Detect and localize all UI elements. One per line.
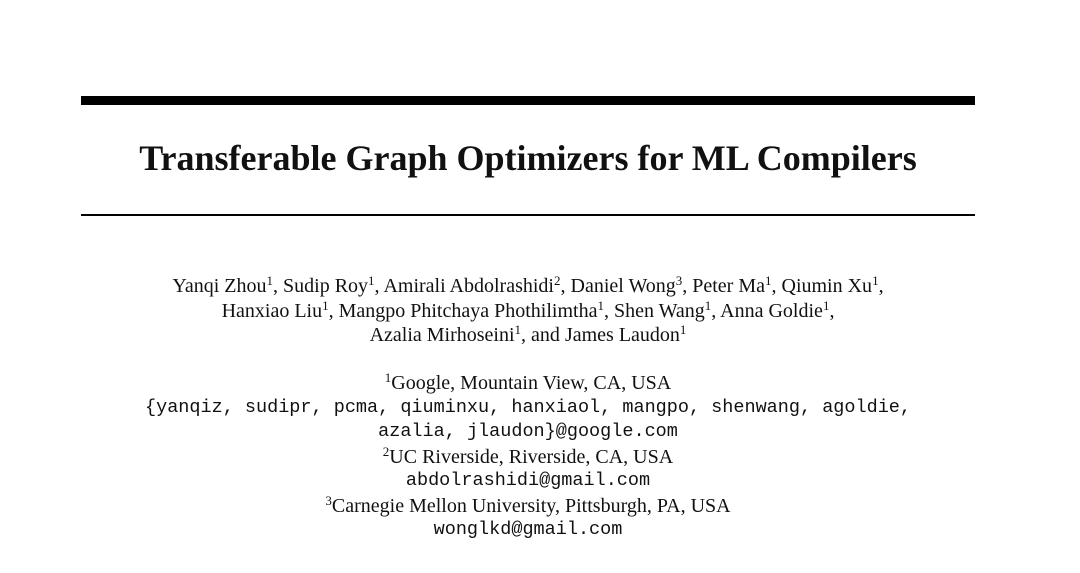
affiliation-email: wonglkd@gmail.com [433,519,623,540]
author-name: Amirali Abdolrashidi [383,275,554,297]
affiliation-number: 3 [325,492,332,508]
author-name: James Laudon [564,324,680,346]
author-affiliation-mark: 1 [322,297,329,313]
author-affiliation-mark: 1 [822,297,830,313]
affiliation-name: Carnegie Mellon University, Pittsburgh, PA, USA [331,494,731,517]
author-list [81,274,975,348]
author-name: Hanxiao Liu [221,299,323,322]
author-name: Sudip Roy [283,275,369,297]
author-name: Peter Ma [692,275,765,297]
author-name: Qiumin Xu [781,275,873,297]
affiliation-email: azalia, jlaudon}@google.com [378,421,678,442]
author-affiliation-mark: 1 [514,322,522,337]
author-name: Mangpo Phitchaya Phothilimtha [338,299,598,322]
author-name: Azalia Mirhoseini [369,324,515,346]
affiliation-number: 2 [382,443,390,459]
author-affiliation-mark: 1 [872,273,879,288]
author-line-2: Hanxiao Liu$^1$, Mangpo Phitchaya Phothilimtha$^1$, Shen Wang$^1$, Anna Goldie$^1$, [221,297,835,322]
paper-title: Transferable Graph Optimizers for ML Compilers [139,138,917,178]
title-bottom-rule [81,214,975,216]
affiliation-list [81,371,975,543]
affiliation-email: abdolrashidi@gmail.com [405,470,651,491]
author-name: Anna Goldie [720,299,823,322]
affiliation-email: {yanqiz, sudipr, pcma, qiuminxu, hanxiaol, mangpo, shenwang, agoldie, [144,396,912,418]
affiliation-name: Google, Mountain View, CA, USA [391,372,672,394]
title-top-rule [81,96,975,105]
author-affiliation-mark: 1 [765,273,772,288]
author-line-3: Azalia Mirhoseini$^1$, and James Laudon$^1$ [369,322,687,346]
author-affiliation-mark: 1 [679,322,687,337]
affiliation-name: UC Riverside, Riverside, CA, USA [389,445,674,468]
author-name: Yanqi Zhou [172,275,267,297]
author-affiliation-mark: 3 [675,273,683,288]
author-affiliation-mark: 1 [266,273,274,288]
author-affiliation-mark: 1 [704,297,712,313]
author-affiliation-mark: 1 [597,297,604,313]
affiliation [81,445,975,470]
author-affiliation-mark: 1 [368,273,375,288]
affiliation [81,494,975,519]
author-affiliation-mark: 2 [554,273,561,288]
author-name: Daniel Wong [570,275,676,297]
affiliation [81,371,975,396]
author-line-1: Yanqi Zhou$^1$, Sudip Roy$^1$, Amirali Abdolrashidi$^2$, Daniel Wong$^3$, Peter Ma$^1$, Qiumin Xu$^1$, [172,273,884,297]
author-name: Shen Wang [613,299,705,322]
affiliation-number: 1 [384,370,392,385]
